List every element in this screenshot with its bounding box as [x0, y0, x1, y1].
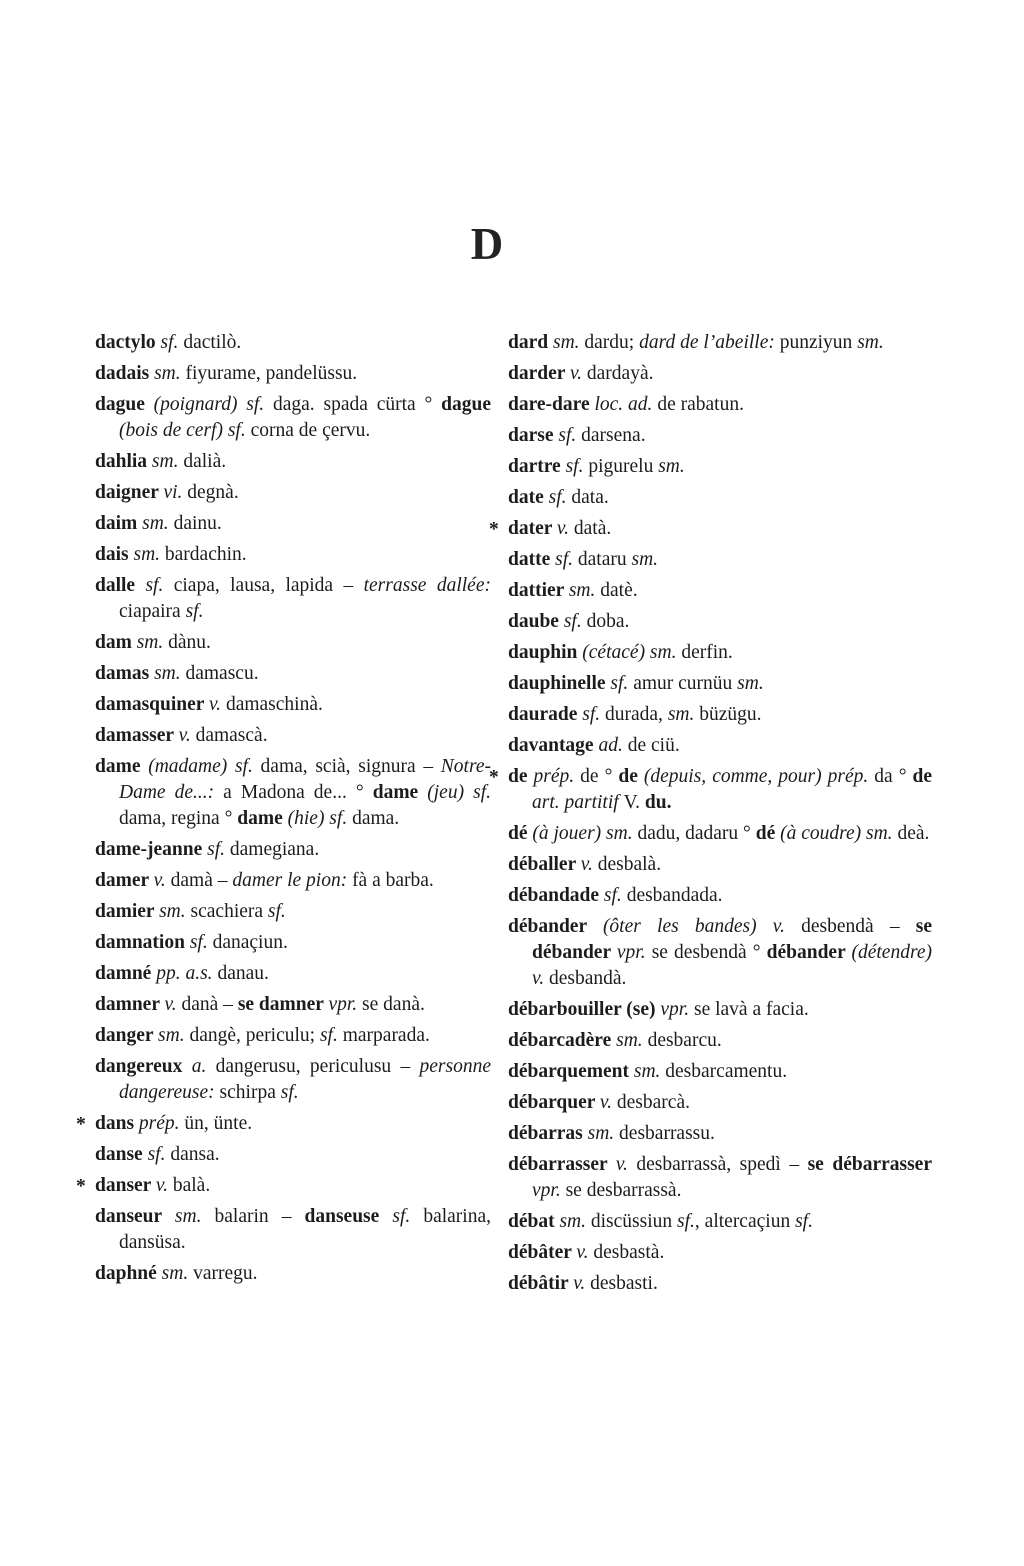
- headword: danseur: [95, 1206, 175, 1227]
- translation-text: pigurelu: [588, 456, 659, 477]
- dictionary-entry: [95, 1054, 491, 1106]
- translation-text: corna de çervu.: [250, 420, 371, 441]
- headword: damnation: [95, 932, 190, 953]
- translation-text: a Madona de... °: [223, 782, 373, 803]
- grammar-label: sf.: [189, 932, 213, 953]
- grammar-label: loc. ad.: [594, 394, 658, 415]
- headword: dam: [95, 632, 137, 653]
- grammar-label: sm.: [559, 1211, 591, 1232]
- grammar-label: sm.: [174, 1206, 215, 1227]
- translation-text: bardachin.: [164, 544, 247, 565]
- grammar-label: sm.: [154, 363, 186, 384]
- right-column: [489, 330, 933, 1302]
- dictionary-entry: [508, 733, 932, 759]
- translation-text: balà.: [172, 1175, 211, 1196]
- star-marker: *: [489, 767, 499, 788]
- headword: débarquer: [508, 1092, 600, 1113]
- translation-text: desbarcu.: [647, 1030, 722, 1051]
- dictionary-entry: [95, 837, 491, 863]
- headword: débarquement: [508, 1061, 634, 1082]
- grammar-label: sm.: [136, 632, 169, 653]
- translation-text: dardayà.: [586, 363, 654, 384]
- translation-text: büzügu.: [699, 704, 762, 725]
- grammar-label: vpr.: [532, 1180, 566, 1201]
- dictionary-entry: [508, 423, 932, 449]
- headword: date: [508, 487, 549, 508]
- grammar-label: vpr.: [616, 942, 652, 963]
- translation-text: marparada.: [342, 1025, 430, 1046]
- dictionary-entry: [508, 361, 932, 387]
- translation-text: dataru: [577, 549, 632, 570]
- translation-text: durada,: [605, 704, 668, 725]
- translation-text: datè.: [600, 580, 638, 601]
- grammar-label: sm.: [568, 580, 601, 601]
- translation-text: darsena.: [581, 425, 646, 446]
- grammar-label: sf.: [565, 456, 589, 477]
- headword: dame-jeanne: [95, 839, 208, 860]
- translation-text: fà a barba.: [352, 870, 434, 891]
- dictionary-entry: [508, 671, 932, 697]
- grammar-label: v.: [599, 1092, 617, 1113]
- translation-text: se desbendà °: [651, 942, 767, 963]
- dictionary-entry: [508, 392, 932, 418]
- headword: damasquiner: [95, 694, 209, 715]
- translation-text: schirpa: [219, 1082, 281, 1103]
- headword: dattier: [508, 580, 569, 601]
- translation-text: doba.: [586, 611, 630, 632]
- translation-text: de ciü.: [627, 735, 680, 756]
- headword: dans: [95, 1113, 139, 1134]
- headword: dard: [508, 332, 553, 353]
- translation-text: dama, scià, signura –: [260, 756, 441, 777]
- headword: davantage: [508, 735, 599, 756]
- grammar-label: (cétacé) sm.: [582, 642, 682, 663]
- grammar-label: sf.: [548, 487, 572, 508]
- grammar-label: sm.: [587, 1123, 620, 1144]
- star-marker: *: [489, 519, 499, 540]
- grammar-label: v.: [208, 694, 226, 715]
- headword: débander: [766, 942, 852, 963]
- dictionary-entry: [95, 961, 491, 987]
- grammar-label: v.: [178, 725, 196, 746]
- grammar-label: sm.: [667, 704, 700, 725]
- translation-text: desbarcamentu.: [665, 1061, 788, 1082]
- headword: de: [618, 766, 644, 787]
- dictionary-entry: [95, 1261, 491, 1287]
- grammar-label: personne dangereuse:: [119, 1056, 492, 1103]
- headword: dé: [508, 823, 533, 844]
- translation-text: V.: [623, 792, 645, 813]
- grammar-label: sf.: [207, 839, 230, 860]
- translation-text: dama.: [352, 808, 400, 829]
- dictionary-entry: [508, 1028, 932, 1054]
- dictionary-entry: [489, 516, 932, 542]
- dictionary-entry: [508, 1240, 932, 1266]
- dictionary-entry: [95, 392, 491, 444]
- grammar-label: (jeu) sf.: [427, 782, 491, 803]
- grammar-label: sf.: [147, 1144, 171, 1165]
- dictionary-entry: [508, 547, 932, 573]
- translation-text: balarina, dansüsa.: [119, 1206, 491, 1253]
- left-column: [76, 330, 492, 1292]
- dictionary-entry: [95, 1023, 491, 1049]
- grammar-label: v.: [615, 1154, 637, 1175]
- translation-text: danaçiun.: [212, 932, 288, 953]
- grammar-label: dard de l’abeille:: [639, 332, 780, 353]
- dictionary-entry: [508, 1121, 932, 1147]
- translation-text: data.: [571, 487, 609, 508]
- section-letter-heading: D: [470, 219, 505, 269]
- headword: dangereux: [95, 1056, 192, 1077]
- dictionary-entry: [508, 1152, 932, 1204]
- dictionary-entry: [95, 361, 491, 387]
- translation-text: scachiera: [190, 901, 268, 922]
- grammar-label: sf.: [603, 885, 627, 906]
- dictionary-entry: [95, 542, 491, 568]
- headword: danser: [95, 1175, 156, 1196]
- headword: daube: [508, 611, 564, 632]
- translation-text: dadu, dadaru °: [637, 823, 756, 844]
- translation-text: damascu.: [185, 663, 259, 684]
- dictionary-entry: [489, 764, 933, 816]
- grammar-label: v.: [556, 518, 574, 539]
- grammar-label: v.: [580, 854, 598, 875]
- translation-text: danà –: [181, 994, 238, 1015]
- translation-text: damaschinà.: [225, 694, 323, 715]
- grammar-label: (à coudre) sm.: [780, 823, 898, 844]
- translation-text: desbarrassu.: [619, 1123, 715, 1144]
- grammar-label: v.: [573, 1273, 591, 1294]
- translation-text: se danà.: [362, 994, 425, 1015]
- grammar-label: v.: [164, 994, 182, 1015]
- translation-text: dalià.: [183, 451, 227, 472]
- translation-text: ciapa, lausa, lapida –: [173, 575, 364, 596]
- dictionary-entry: [95, 723, 491, 749]
- headword: dame: [372, 782, 428, 803]
- translation-text: ciapaira: [119, 601, 186, 622]
- dictionary-entry: [95, 992, 491, 1018]
- headword: débarras: [508, 1123, 588, 1144]
- grammar-label: sf.: [319, 1025, 343, 1046]
- dictionary-entry: [95, 330, 491, 356]
- headword: dame: [95, 756, 149, 777]
- translation-text: dangerusu, periculusu –: [215, 1056, 420, 1077]
- grammar-label: (hie) sf.: [287, 808, 353, 829]
- translation-text: desbastà.: [593, 1242, 665, 1263]
- grammar-label: ad.: [598, 735, 628, 756]
- headword: dé: [755, 823, 781, 844]
- dictionary-entry: [508, 609, 932, 635]
- grammar-label: sm.: [857, 332, 884, 353]
- headword: danseuse: [304, 1206, 393, 1227]
- translation-text: ün, ünte.: [184, 1113, 253, 1134]
- headword: dartre: [508, 456, 566, 477]
- headword: daim: [95, 513, 143, 534]
- grammar-label: v.: [155, 1175, 173, 1196]
- translation-text: discüssiun: [590, 1211, 678, 1232]
- translation-text: desbalà.: [597, 854, 662, 875]
- translation-text: balarin –: [214, 1206, 305, 1227]
- translation-text: se desbarrassà.: [565, 1180, 682, 1201]
- grammar-label: sf.: [392, 1206, 424, 1227]
- grammar-label: sm.: [142, 513, 174, 534]
- headword: darder: [508, 363, 570, 384]
- grammar-label: prép.: [138, 1113, 185, 1134]
- headword: danse: [95, 1144, 148, 1165]
- grammar-label: sf.: [610, 673, 634, 694]
- headword: débarrasser: [508, 1154, 616, 1175]
- grammar-label: sf.: [563, 611, 587, 632]
- headword: damner: [95, 994, 165, 1015]
- dictionary-entry: [508, 1090, 932, 1116]
- dictionary-entry: [508, 578, 932, 604]
- dictionary-entry: [95, 692, 491, 718]
- grammar-label: damer le pion:: [232, 870, 353, 891]
- grammar-label: v.: [153, 870, 171, 891]
- dictionary-entry: [508, 485, 932, 511]
- translation-text: dactilò.: [183, 332, 242, 353]
- grammar-label: pp. a.s.: [156, 963, 218, 984]
- headword: damier: [95, 901, 160, 922]
- headword: dater: [508, 518, 557, 539]
- grammar-label: sm.: [151, 451, 184, 472]
- dictionary-entry: [95, 449, 491, 475]
- grammar-label: sm.: [631, 549, 659, 570]
- dictionary-entry: [508, 640, 932, 666]
- grammar-label: sm.: [158, 1025, 190, 1046]
- headword: débat: [508, 1211, 560, 1232]
- translation-text: , altercaçiun: [694, 1211, 796, 1232]
- dictionary-entry: [508, 914, 932, 992]
- headword: dauphinelle: [508, 673, 611, 694]
- dictionary-entry: [508, 454, 932, 480]
- translation-text: danau.: [217, 963, 269, 984]
- headword: débâter: [508, 1242, 577, 1263]
- grammar-label: sm.: [658, 456, 685, 477]
- star-marker: *: [76, 1176, 86, 1197]
- translation-text: dangè, periculu;: [189, 1025, 320, 1046]
- dictionary-entry: [95, 480, 491, 506]
- grammar-label: sm.: [616, 1030, 648, 1051]
- dictionary-entry: [95, 868, 491, 894]
- star-marker: *: [76, 1114, 86, 1135]
- translation-text: damascà.: [195, 725, 268, 746]
- dictionary-entry: [95, 1204, 491, 1256]
- grammar-label: sm.: [133, 544, 165, 565]
- grammar-label: sf.: [555, 549, 578, 570]
- headword: déballer: [508, 854, 581, 875]
- headword: dame: [237, 808, 288, 829]
- dictionary-entry: [508, 1209, 932, 1235]
- translation-text: dama, regina °: [119, 808, 238, 829]
- headword: dauphin: [508, 642, 583, 663]
- translation-text: varregu.: [193, 1263, 258, 1284]
- translation-text: desbasti.: [590, 1273, 658, 1294]
- grammar-label: sm.: [159, 901, 191, 922]
- grammar-label: vpr.: [328, 994, 363, 1015]
- headword: débarcadère: [508, 1030, 617, 1051]
- translation-text: datà.: [573, 518, 612, 539]
- grammar-label: sf.: [160, 332, 184, 353]
- headword: damasser: [95, 725, 179, 746]
- dictionary-entry: [508, 1059, 932, 1085]
- dictionary-entry: [76, 1111, 491, 1137]
- headword: débarbouiller (se): [508, 999, 661, 1020]
- headword: dalle: [95, 575, 146, 596]
- dictionary-entry: [508, 883, 932, 909]
- grammar-label: art. partitif: [532, 792, 624, 813]
- translation-text: dansa.: [170, 1144, 220, 1165]
- dictionary-entry: [95, 754, 491, 832]
- translation-text: dardu;: [584, 332, 640, 353]
- translation-text: degnà.: [187, 482, 239, 503]
- grammar-label: sf.: [267, 901, 286, 922]
- dictionary-entry: [76, 1173, 491, 1199]
- grammar-label: sm.: [633, 1061, 666, 1082]
- translation-text: desbandada.: [626, 885, 723, 906]
- translation-text: de rabatun.: [657, 394, 744, 415]
- headword: de: [912, 766, 933, 787]
- headword: darse: [508, 425, 559, 446]
- translation-text: damegiana.: [229, 839, 320, 860]
- translation-text: desbandà.: [548, 968, 627, 989]
- headword: se débarrasser: [807, 1154, 932, 1175]
- headword: dais: [95, 544, 134, 565]
- headword: damer: [95, 870, 154, 891]
- grammar-label: sm.: [737, 673, 764, 694]
- grammar-label: vpr.: [660, 999, 694, 1020]
- headword: datte: [508, 549, 556, 570]
- translation-text: da °: [874, 766, 913, 787]
- grammar-label: sf.: [185, 601, 204, 622]
- translation-text: punziyun: [779, 332, 858, 353]
- dictionary-entry: [95, 573, 491, 625]
- dictionary-entry: [95, 930, 491, 956]
- grammar-label: sm.: [154, 663, 186, 684]
- grammar-label: (poignard) sf.: [153, 394, 273, 415]
- headword: dague: [95, 394, 154, 415]
- translation-text: amur curnüu: [633, 673, 738, 694]
- translation-text: damà –: [170, 870, 233, 891]
- dictionary-entry: [95, 661, 491, 687]
- translation-text: daga. spada cürta °: [272, 394, 442, 415]
- dictionary-entry: [95, 899, 491, 925]
- headword: dahlia: [95, 451, 152, 472]
- grammar-label: sm.: [161, 1263, 194, 1284]
- grammar-label: sf.: [582, 704, 605, 725]
- headword: dague: [441, 394, 491, 415]
- headword: damné: [95, 963, 157, 984]
- dictionary-entry: [95, 511, 491, 537]
- headword: débâtir: [508, 1273, 574, 1294]
- dictionary-entry: [508, 330, 932, 356]
- grammar-label: (depuis, comme, pour) prép.: [643, 766, 875, 787]
- grammar-label: (à jouer) sm.: [532, 823, 638, 844]
- headword: daphné: [95, 1263, 162, 1284]
- grammar-label: (bois de cerf) sf.: [119, 420, 251, 441]
- grammar-label: prép.: [533, 766, 581, 787]
- dictionary-entry: [95, 630, 491, 656]
- headword: du.: [644, 792, 672, 813]
- dictionary-entry: [508, 997, 932, 1023]
- headword: danger: [95, 1025, 159, 1046]
- headword: débandade: [508, 885, 604, 906]
- headword: damas: [95, 663, 155, 684]
- translation-text: se lavà a facia.: [693, 999, 809, 1020]
- grammar-label: terrasse dallée:: [363, 575, 491, 596]
- headword: dactylo: [95, 332, 161, 353]
- headword: dadais: [95, 363, 155, 384]
- translation-text: derfin.: [681, 642, 733, 663]
- headword: daigner: [95, 482, 164, 503]
- grammar-label: sf.: [795, 1211, 813, 1232]
- translation-text: deà.: [897, 823, 930, 844]
- translation-text: dainu.: [173, 513, 222, 534]
- grammar-label: Notre-Dame de...:: [119, 756, 491, 803]
- grammar-label: sf.: [677, 1211, 695, 1232]
- headword: se damner: [237, 994, 329, 1015]
- dictionary-entry: [508, 852, 932, 878]
- translation-text: fiyurame, pandelüssu.: [185, 363, 358, 384]
- grammar-label: sf.: [145, 575, 174, 596]
- translation-text: de °: [580, 766, 619, 787]
- grammar-label: v.: [576, 1242, 594, 1263]
- headword: débander: [508, 916, 603, 937]
- translation-text: dànu.: [168, 632, 211, 653]
- grammar-label: (ôter les bandes) v.: [602, 916, 802, 937]
- headword: de: [508, 766, 534, 787]
- translation-text: desbarcà.: [616, 1092, 690, 1113]
- grammar-label: vi.: [163, 482, 188, 503]
- headword: se débander: [532, 916, 933, 963]
- translation-text: desbarrassà, spedì –: [636, 1154, 808, 1175]
- dictionary-entry: [508, 702, 932, 728]
- headword: daurade: [508, 704, 583, 725]
- grammar-label: sf.: [558, 425, 582, 446]
- dictionary-entry: [508, 1271, 932, 1297]
- grammar-label: (madame) sf.: [148, 756, 261, 777]
- grammar-label: a.: [191, 1056, 216, 1077]
- translation-text: desbendà –: [801, 916, 916, 937]
- dictionary-entry: [95, 1142, 491, 1168]
- grammar-label: sm.: [552, 332, 585, 353]
- dictionary-entry: [508, 821, 932, 847]
- grammar-label: v.: [569, 363, 587, 384]
- grammar-label: (détendre) v.: [532, 942, 932, 989]
- grammar-label: sf.: [280, 1082, 299, 1103]
- headword: dare-dare: [508, 394, 595, 415]
